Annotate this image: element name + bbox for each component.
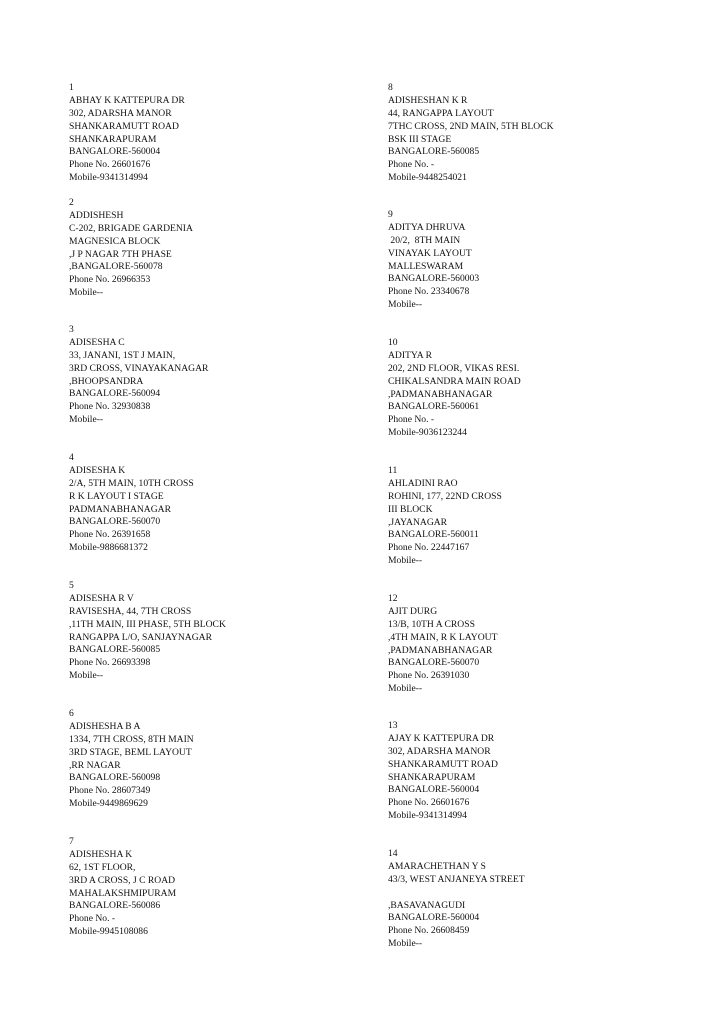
phone-number: Phone No. 28607349 xyxy=(69,785,151,797)
city-pincode: BANGALORE-560011 xyxy=(388,529,479,541)
address-line: ,4TH MAIN, R K LAYOUT xyxy=(388,631,498,643)
address-line xyxy=(388,887,678,900)
city-pincode: BANGALORE-560098 xyxy=(69,772,161,784)
phone-number: Phone No. - xyxy=(69,913,116,925)
address-line: 44, RANGAPPA LAYOUT xyxy=(388,107,494,119)
address-line: BSK III STAGE xyxy=(388,133,452,145)
entry-number: 9 xyxy=(388,209,393,220)
phone-number: Phone No. 22447167 xyxy=(388,542,470,554)
address-line: ,RR NAGAR xyxy=(69,759,121,771)
mobile-number: Mobile-9341314994 xyxy=(388,810,467,822)
address-line: CHIKALSANDRA MAIN ROAD xyxy=(388,375,521,387)
city-pincode: BANGALORE-560085 xyxy=(69,644,161,656)
mobile-number: Mobile-- xyxy=(388,683,423,695)
address-entry xyxy=(69,452,359,555)
city-pincode: BANGALORE-560003 xyxy=(388,273,480,285)
address-line: R K LAYOUT I STAGE xyxy=(69,490,164,502)
mobile-number: Mobile-9886681372 xyxy=(69,542,148,554)
address-entry xyxy=(388,465,678,568)
address-entry xyxy=(388,593,678,696)
entry-name: ADISHESHA K xyxy=(69,848,133,860)
address-line: MALLESWARAM xyxy=(388,260,464,272)
entry-number: 10 xyxy=(388,337,398,348)
city-pincode: BANGALORE-560094 xyxy=(69,388,161,400)
city-pincode: BANGALORE-560004 xyxy=(69,146,161,158)
city-pincode: BANGALORE-560086 xyxy=(69,900,161,912)
city-pincode: BANGALORE-560085 xyxy=(388,146,480,158)
entry-number: 11 xyxy=(388,465,398,476)
entry-name: ADISESHA R V xyxy=(69,592,134,604)
entry-name: ABHAY K KATTEPURA DR xyxy=(69,94,185,106)
mobile-number: Mobile-9341314994 xyxy=(69,172,148,184)
phone-number: Phone No. 26601676 xyxy=(388,797,470,809)
address-line: 1334, 7TH CROSS, 8TH MAIN xyxy=(69,733,194,745)
address-entry xyxy=(69,324,359,427)
mobile-number: Mobile-9448254021 xyxy=(388,172,467,184)
entry-name: ADISESHA C xyxy=(69,336,125,348)
address-line: ,11TH MAIN, III PHASE, 5TH BLOCK xyxy=(69,618,226,630)
address-line: 62, 1ST FLOOR, xyxy=(69,861,136,873)
phone-number: Phone No. 26601676 xyxy=(69,159,151,171)
address-line: 43/3, WEST ANJANEYA STREET xyxy=(388,873,525,885)
entry-number: 13 xyxy=(388,720,398,731)
address-line: 202, 2ND FLOOR, VIKAS RESI. xyxy=(388,362,520,374)
city-pincode: BANGALORE-560004 xyxy=(388,912,480,924)
city-pincode: BANGALORE-560070 xyxy=(388,657,480,669)
phone-number: Phone No. 26966353 xyxy=(69,274,151,286)
address-line: MAHALAKSHMIPURAM xyxy=(69,887,177,899)
address-line: ,JAYANAGAR xyxy=(388,516,448,528)
address-line: SHANKARAMUTT ROAD xyxy=(388,758,498,770)
address-entry xyxy=(69,580,359,683)
address-entry xyxy=(388,848,678,951)
entry-name: ADITYA DHRUVA xyxy=(388,221,466,233)
entry-number: 8 xyxy=(388,82,393,93)
mobile-number: Mobile-9449869629 xyxy=(69,798,148,810)
address-line: 3RD STAGE, BEML LAYOUT xyxy=(69,746,192,758)
mobile-number: Mobile-9036123244 xyxy=(388,427,467,439)
address-entry xyxy=(69,197,359,300)
address-entry xyxy=(388,82,678,185)
entry-number: 2 xyxy=(69,197,74,208)
mobile-number: Mobile-- xyxy=(69,287,104,299)
entry-name: AMARACHETHAN Y S xyxy=(388,860,486,872)
entry-number: 5 xyxy=(69,580,74,591)
address-line: C-202, BRIGADE GARDENIA xyxy=(69,222,193,234)
address-line: ,BASAVANAGUDI xyxy=(388,899,466,911)
entry-number: 1 xyxy=(69,82,74,93)
entry-number: 3 xyxy=(69,324,74,335)
entry-name: ADITYA R xyxy=(388,349,432,361)
city-pincode: BANGALORE-560070 xyxy=(69,516,161,528)
address-line: ,J P NAGAR 7TH PHASE xyxy=(69,248,172,260)
mobile-number: Mobile-- xyxy=(388,938,423,950)
phone-number: Phone No. 23340678 xyxy=(388,286,470,298)
mobile-number: Mobile-- xyxy=(69,414,104,426)
mobile-number: Mobile-- xyxy=(69,670,104,682)
entry-name: ADDISHESH xyxy=(69,209,124,221)
address-line: PADMANABHANAGAR xyxy=(69,503,171,515)
address-entry xyxy=(388,337,678,440)
entry-name: AHLADINI RAO xyxy=(388,477,458,489)
address-line: 33, JANANI, 1ST J MAIN, xyxy=(69,349,176,361)
city-pincode: ,BANGALORE-560078 xyxy=(69,261,163,273)
address-entry xyxy=(388,720,678,823)
entry-number: 4 xyxy=(69,452,74,463)
address-line: 13/B, 10TH A CROSS xyxy=(388,618,475,630)
city-pincode: BANGALORE-560061 xyxy=(388,401,480,413)
phone-number: Phone No. 32930838 xyxy=(69,401,151,413)
address-entry xyxy=(69,82,359,185)
phone-number: Phone No. 26391030 xyxy=(388,670,470,682)
phone-number: Phone No. - xyxy=(388,159,435,171)
phone-number: Phone No. - xyxy=(388,414,435,426)
address-line: ,PADMANABHANAGAR xyxy=(388,644,493,656)
address-line: 7THC CROSS, 2ND MAIN, 5TH BLOCK xyxy=(388,120,554,132)
entry-number: 14 xyxy=(388,848,398,859)
mobile-number: Mobile-- xyxy=(388,299,423,311)
entry-name: ADISESHA K xyxy=(69,464,126,476)
address-line: ,BHOOPSANDRA xyxy=(69,375,144,387)
address-line: SHANKARAPURAM xyxy=(69,133,157,145)
address-line: 3RD CROSS, VINAYAKANAGAR xyxy=(69,362,209,374)
address-entry xyxy=(388,209,678,312)
city-pincode: BANGALORE-560004 xyxy=(388,784,480,796)
address-line: ,PADMANABHANAGAR xyxy=(388,388,493,400)
address-line: RAVISESHA, 44, 7TH CROSS xyxy=(69,605,192,617)
entry-number: 12 xyxy=(388,593,398,604)
entry-name: AJAY K KATTEPURA DR xyxy=(388,732,495,744)
address-entry xyxy=(69,836,359,939)
address-line: SHANKARAMUTT ROAD xyxy=(69,120,179,132)
address-line: 302, ADARSHA MANOR xyxy=(69,107,172,119)
phone-number: Phone No. 26391658 xyxy=(69,529,151,541)
address-line: 20/2, 8TH MAIN xyxy=(388,234,461,246)
address-line: SHANKARAPURAM xyxy=(388,771,476,783)
address-line: RANGAPPA L/O, SANJAYNAGAR xyxy=(69,631,212,643)
address-line: ROHINI, 177, 22ND CROSS xyxy=(388,490,502,502)
address-line: MAGNESICA BLOCK xyxy=(69,235,161,247)
mobile-number: Mobile-9945108086 xyxy=(69,926,148,938)
entry-number: 7 xyxy=(69,836,74,847)
address-entry xyxy=(69,708,359,811)
phone-number: Phone No. 26608459 xyxy=(388,925,470,937)
address-line: 302, ADARSHA MANOR xyxy=(388,745,491,757)
address-line: III BLOCK xyxy=(388,503,433,515)
entry-number: 6 xyxy=(69,708,74,719)
phone-number: Phone No. 26693398 xyxy=(69,657,151,669)
entry-name: ADISHESHA B A xyxy=(69,720,141,732)
entry-name: AJIT DURG xyxy=(388,605,438,617)
mobile-number: Mobile-- xyxy=(388,555,423,567)
address-line: 3RD A CROSS, J C ROAD xyxy=(69,874,176,886)
entry-name: ADISHESHAN K R xyxy=(388,94,468,106)
address-line: 2/A, 5TH MAIN, 10TH CROSS xyxy=(69,477,194,489)
address-line: VINAYAK LAYOUT xyxy=(388,247,472,259)
